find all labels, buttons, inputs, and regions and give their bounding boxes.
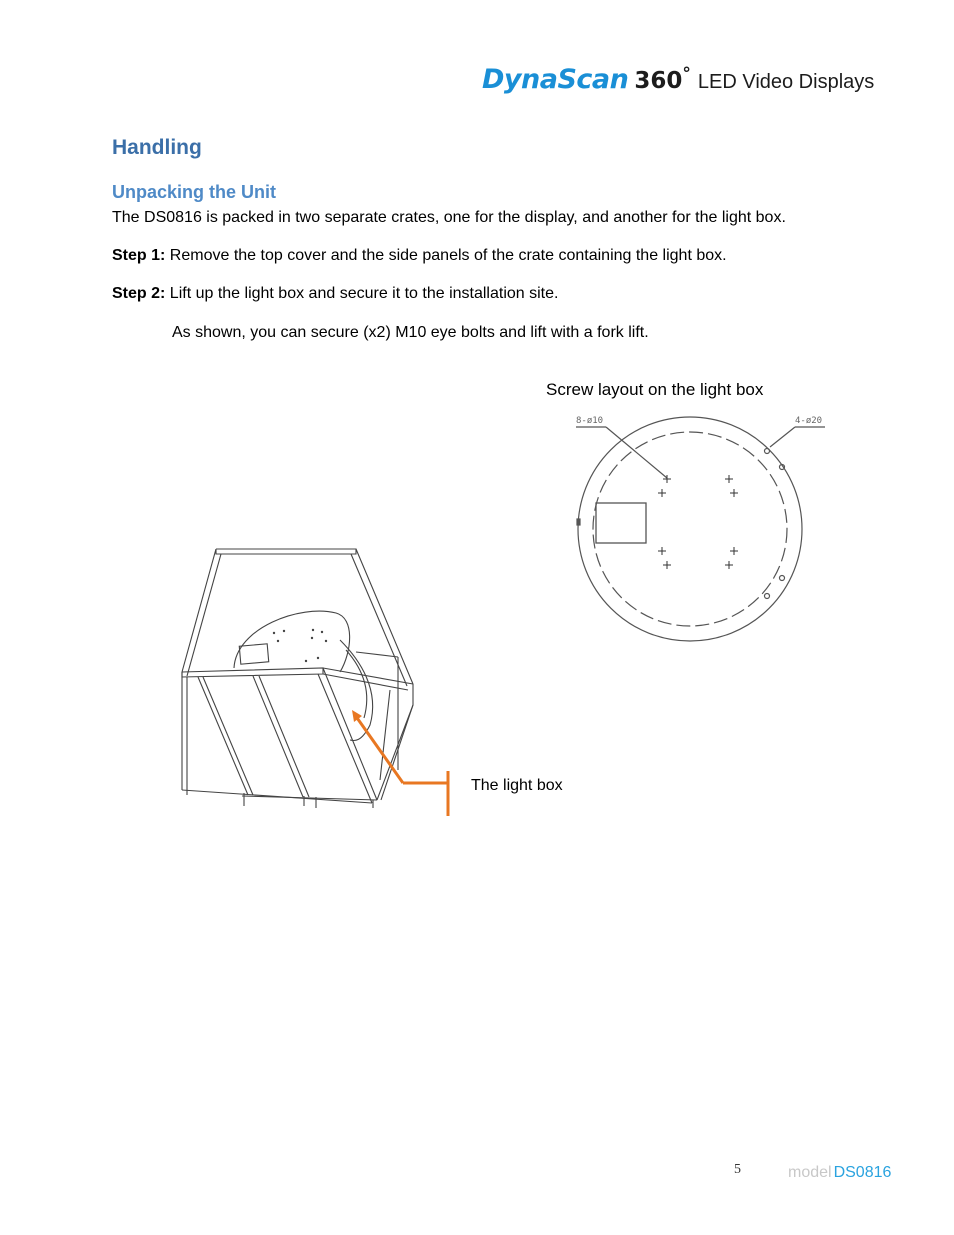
note-paragraph: As shown, you can secure (x2) M10 eye bolts and lift with a fork lift. [172,324,649,341]
page-number: 5 [734,1162,741,1177]
callout-8-holes: 8-ø10 [576,416,604,426]
brand-number: 360° [634,64,691,94]
step-2-text: Lift up the light box and secure it to the installation site. [165,285,559,302]
section-title: Handling [112,136,202,159]
light-box-label: The light box [471,777,563,794]
step-1-label: Step 1: [112,247,166,264]
model-name: DS0816 [833,1164,892,1181]
intro-paragraph: The DS0816 is packed in two separate crates, one for the display, and another for the light box. [112,209,786,226]
model-prefix: model [788,1164,832,1181]
callout-4-holes: 4-ø20 [795,416,823,426]
model-footer [788,1164,891,1182]
brand-tagline: LED Video Displays [697,71,875,93]
step-2-label: Step 2: [112,285,166,302]
brand-logo: DynaScan [482,64,629,95]
screw-layout-label: Screw layout on the light box [546,380,764,399]
section-subtitle: Unpacking the Unit [112,182,277,202]
step-1-text: Remove the top cover and the side panels of the crate containing the light box. [165,247,727,264]
